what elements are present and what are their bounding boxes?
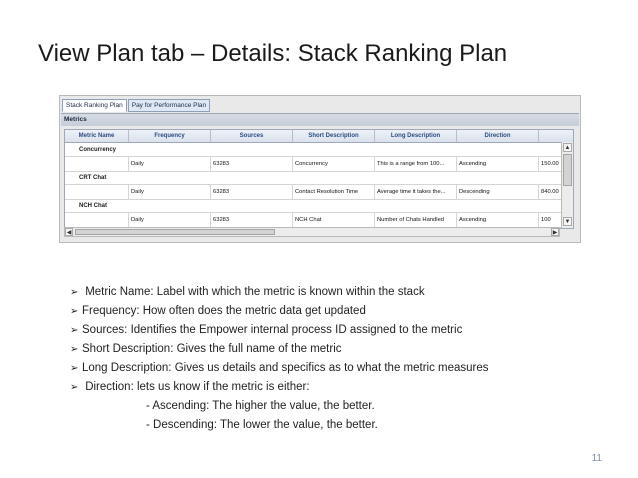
bullet-text: Sources: Identifies the Empower internal process ID assigned to the metric	[82, 324, 463, 336]
cell-metric-name	[65, 157, 129, 171]
group-row-crt-chat[interactable]: CRT Chat	[65, 171, 561, 185]
cell-metric-name	[65, 213, 129, 227]
cell-frequency: Daily	[129, 157, 211, 171]
cell-sources: 63283	[211, 213, 293, 227]
cell-direction: Ascending	[457, 213, 539, 227]
table-row[interactable]	[65, 213, 561, 228]
cell-value: 840.00	[541, 189, 559, 195]
sub-bullet-descending: - Descending: The lower the value, the better.	[146, 419, 378, 431]
metrics-section-header: Metrics	[61, 113, 579, 126]
cell-direction: Descending	[457, 185, 539, 199]
cell-sources: 63283	[211, 185, 293, 199]
table-row[interactable]	[65, 185, 561, 200]
scroll-down-icon[interactable]: ▼	[564, 219, 571, 225]
arrow-bullet-icon: ➢	[70, 287, 79, 298]
bullet-text: Frequency: How often does the metric data get updated	[82, 305, 366, 317]
bullet-sources	[70, 321, 489, 340]
metrics-screenshot	[59, 95, 581, 243]
arrow-bullet-icon: ➢	[70, 325, 79, 336]
cell-long-description: Average time it takes the...	[375, 185, 457, 199]
group-row-concurrency[interactable]: Concurrency	[65, 143, 561, 157]
column-header-long-description[interactable]: Long Description	[375, 130, 457, 142]
grid-header	[65, 130, 573, 143]
column-header-direction[interactable]: Direction	[457, 130, 539, 142]
scroll-right-icon[interactable]: ▶	[552, 230, 558, 236]
tab-stack-ranking-plan[interactable]: Stack Ranking Plan	[62, 99, 127, 112]
slide-title: View Plan tab – Details: Stack Ranking Plan	[38, 40, 508, 67]
table-row[interactable]	[65, 157, 561, 172]
bullet-long-description	[70, 359, 489, 378]
cell-short-description: NCH Chat	[293, 213, 375, 227]
tab-pay-for-performance-plan[interactable]: Pay for Performance Plan	[128, 99, 210, 112]
cell-short-description: Concurrency	[293, 157, 375, 171]
column-header-metric-name[interactable]: Metric Name	[65, 130, 129, 142]
plan-tabs	[62, 99, 211, 112]
arrow-bullet-icon: ➢	[70, 363, 79, 374]
cell-value: 150.00	[541, 161, 559, 167]
cell-value: 100	[541, 217, 551, 223]
cell-sources: 63283	[211, 157, 293, 171]
arrow-bullet-icon: ➢	[70, 382, 79, 393]
cell-frequency: Daily	[129, 213, 211, 227]
cell-direction: Ascending	[457, 157, 539, 171]
column-header-short-description[interactable]: Short Description	[293, 130, 375, 142]
bullet-frequency	[70, 302, 489, 321]
sub-bullet-ascending: - Ascending: The higher the value, the better.	[146, 400, 375, 412]
bullet-text: Metric Name: Label with which the metric is known within the stack	[82, 286, 425, 298]
scroll-up-icon[interactable]: ▲	[564, 145, 571, 151]
arrow-bullet-icon: ➢	[70, 344, 79, 355]
group-row-nch-chat[interactable]: NCH Chat	[65, 199, 561, 213]
page-number: 11	[591, 453, 602, 464]
vertical-scrollbar[interactable]	[561, 142, 573, 228]
bullet-direction	[70, 378, 489, 397]
bullet-metric-name	[70, 283, 489, 302]
cell-frequency: Daily	[129, 185, 211, 199]
column-header-sources[interactable]: Sources	[211, 130, 293, 142]
horizontal-scrollbar[interactable]	[64, 227, 560, 237]
cell-long-description: Number of Chats Handled	[375, 213, 457, 227]
horizontal-scroll-thumb[interactable]	[75, 229, 275, 235]
bullet-text: Direction: lets us know if the metric is either:	[82, 381, 310, 393]
bullet-text: Long Description: Gives us details and specifics as to what the metric measures	[82, 362, 489, 374]
column-header-value[interactable]	[539, 130, 573, 142]
bullet-short-description	[70, 340, 489, 359]
cell-metric-name	[65, 185, 129, 199]
metrics-grid	[64, 129, 574, 229]
arrow-bullet-icon: ➢	[70, 306, 79, 317]
field-definitions-list	[70, 283, 489, 435]
bullet-text: Short Description: Gives the full name of the metric	[82, 343, 342, 355]
scroll-left-icon[interactable]: ◀	[66, 230, 72, 236]
cell-short-description: Contact Resolution Time	[293, 185, 375, 199]
vertical-scroll-thumb[interactable]	[563, 154, 572, 186]
column-header-frequency[interactable]: Frequency	[129, 130, 211, 142]
cell-long-description: This is a range from 100...	[375, 157, 457, 171]
